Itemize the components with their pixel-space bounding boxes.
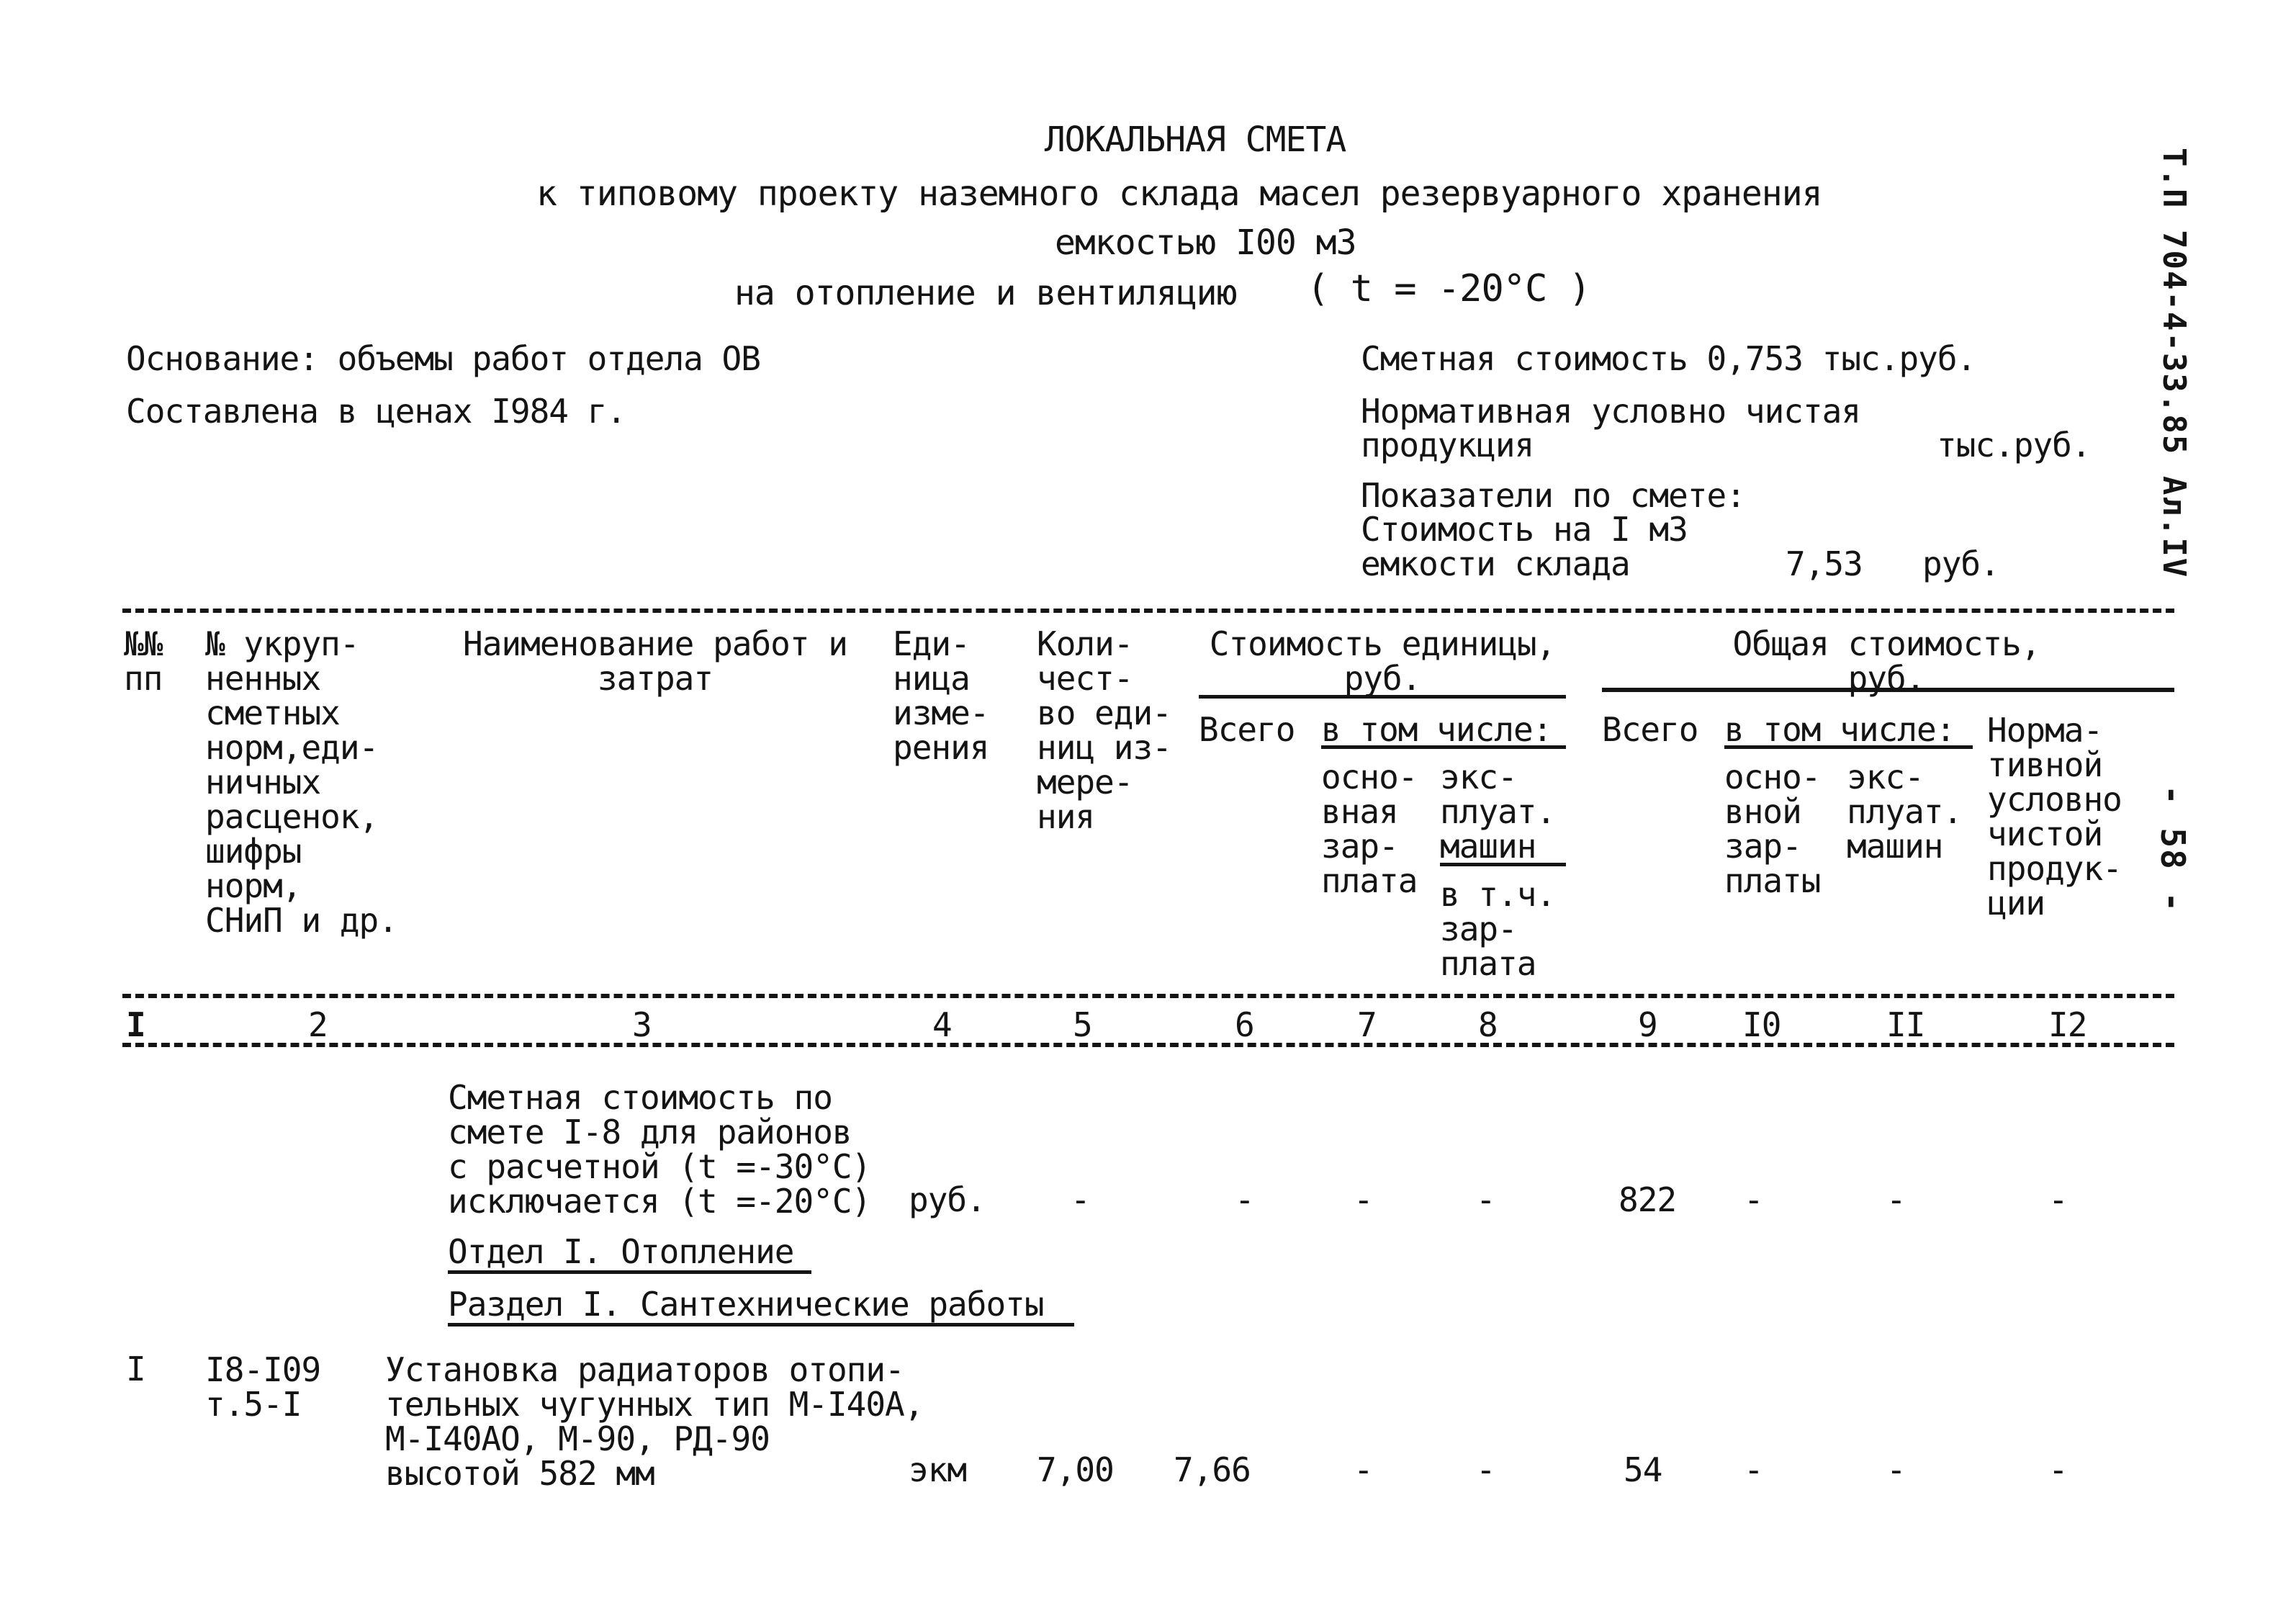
title-line1: ЛОКАЛЬНАЯ СМЕТА [1044,120,1346,160]
indicators-label: Показатели по смете: [1361,476,1745,515]
total-cost-rule [1602,688,2174,692]
page-marker: - 58 - [2153,785,2192,914]
row1-qty: 7,00 [1037,1450,1114,1489]
header-col4: Еди- ница изме- рения [893,624,989,767]
side-stamp: Т.П 704-4-33.85 Ал.IV [2156,148,2192,579]
normative-line1: Нормативная условно чистая [1361,392,1861,431]
colnum-5: 5 [1073,1005,1092,1044]
colnum-1: I [126,1005,145,1044]
excluded-c8: - [1476,1180,1495,1219]
header-vsego2: Всего [1602,710,1698,749]
section-otdel: Отдел I. Отопление [448,1232,794,1271]
normative-line2: продукция [1361,426,1534,464]
section-razdel-underline [448,1323,1074,1327]
colnum-7: 7 [1357,1005,1377,1044]
capacity-label: емкости склада [1361,544,1630,583]
excluded-c12: - [2048,1180,2068,1219]
capacity-value: 7,53 [1786,544,1863,583]
section-otdel-underline [448,1270,811,1274]
excluded-unit: руб. [909,1180,986,1219]
v-tom-chisle2-rule [1724,745,1973,749]
header-osnovnoy2: осно- вной зар- платы [1724,758,1821,900]
excluded-c11: - [1886,1180,1906,1219]
header-normativnoy: Норма- тивной условно чистой продук- ции [1987,711,2122,923]
row1-c10: - [1744,1450,1763,1489]
header-col2: № укруп- ненных сметных норм,еди- ничных расценок, шифры норм, СНиП и др. [205,624,397,940]
header-col3: Наименование работ и затрат [463,624,847,698]
section-razdel: Раздел I. Сантехнические работы [448,1285,1044,1324]
colnum-6: 6 [1235,1005,1254,1044]
row1-c12: - [2048,1450,2068,1489]
header-col5: Коли- чест- во еди- ниц из- мере- ния [1037,624,1171,836]
header-osnovnaya: осно- вная зар- плата [1321,758,1418,900]
header-v-tom-chisle2: в том числе: [1724,710,1955,749]
colnum-10: I0 [1742,1005,1781,1044]
header-ekspluat: экс- плуат. машин [1440,758,1556,866]
estimate-cost: Сметная стоимость 0,753 тыс.руб. [1361,339,1976,378]
normative-unit: тыс.руб. [1937,426,2091,464]
header-ekspluat2: экс- плуат. машин [1847,758,1963,866]
excluded-text: Сметная стоимость по смете I-8 для районов с расчетной (t =-30°C) исключается (t =-20°C) [448,1078,871,1221]
title-line4: на отопление и вентиляцию [734,273,1237,313]
colnum-4: 4 [932,1005,952,1044]
title-line2: к типовому проекту наземного склада масел резервуарного хранения [536,174,1822,214]
row1-c8: - [1476,1450,1495,1489]
ekspluat-rule [1440,863,1566,866]
colnum-2: 2 [308,1005,328,1044]
v-tom-chisle-rule [1321,745,1566,749]
basis-text: Основание: объемы работ отдела ОВ [126,339,760,378]
header-v-tom-chisle: в том числе: [1321,710,1552,749]
row1-c9: 54 [1624,1450,1662,1489]
excluded-c5: - [1071,1180,1090,1219]
colnum-8: 8 [1478,1005,1498,1044]
row1-name: Установка радиаторов отопи- тельных чугунных тип М-I40А, М-I40АО, М-90, РД-90 высотой 582 мм [385,1350,924,1493]
excluded-c10: - [1744,1180,1763,1219]
colnum-bottom-rule [122,1043,2174,1047]
header-total-cost: Общая стоимость, руб. [1732,624,2040,698]
colnum-12: I2 [2048,1005,2087,1044]
header-vsego: Всего [1199,710,1295,749]
colnum-3: 3 [632,1005,652,1044]
row1-unit: экм [909,1450,967,1489]
title-line3: емкостью I00 м3 [1055,223,1356,263]
row1-c11: - [1886,1450,1906,1489]
prices-text: Составлена в ценах I984 г. [126,392,626,431]
row1-c6: 7,66 [1174,1450,1251,1489]
excluded-c9: 822 [1619,1180,1677,1219]
header-col1: №№ пп [124,624,163,698]
excluded-c7: - [1354,1180,1373,1219]
row1-c7: - [1354,1450,1373,1489]
header-unit-cost: Стоимость единицы, руб. [1209,624,1556,698]
colnum-9: 9 [1638,1005,1657,1044]
header-v-t-ch: в т.ч. зар- плата [1440,875,1556,983]
cost-per-label: Стоимость на I м3 [1361,510,1688,549]
capacity-unit: руб. [1922,544,1999,583]
title-temperature: ( t = -20°C ) [1307,267,1590,310]
table-top-rule [122,609,2174,613]
unit-cost-rule [1199,695,1566,699]
colnum-11: II [1886,1005,1925,1044]
row1-code: I8-I09 т.5-I [205,1350,321,1424]
header-bottom-rule [122,994,2174,998]
row1-num: I [126,1350,145,1388]
excluded-c6: - [1235,1180,1254,1219]
